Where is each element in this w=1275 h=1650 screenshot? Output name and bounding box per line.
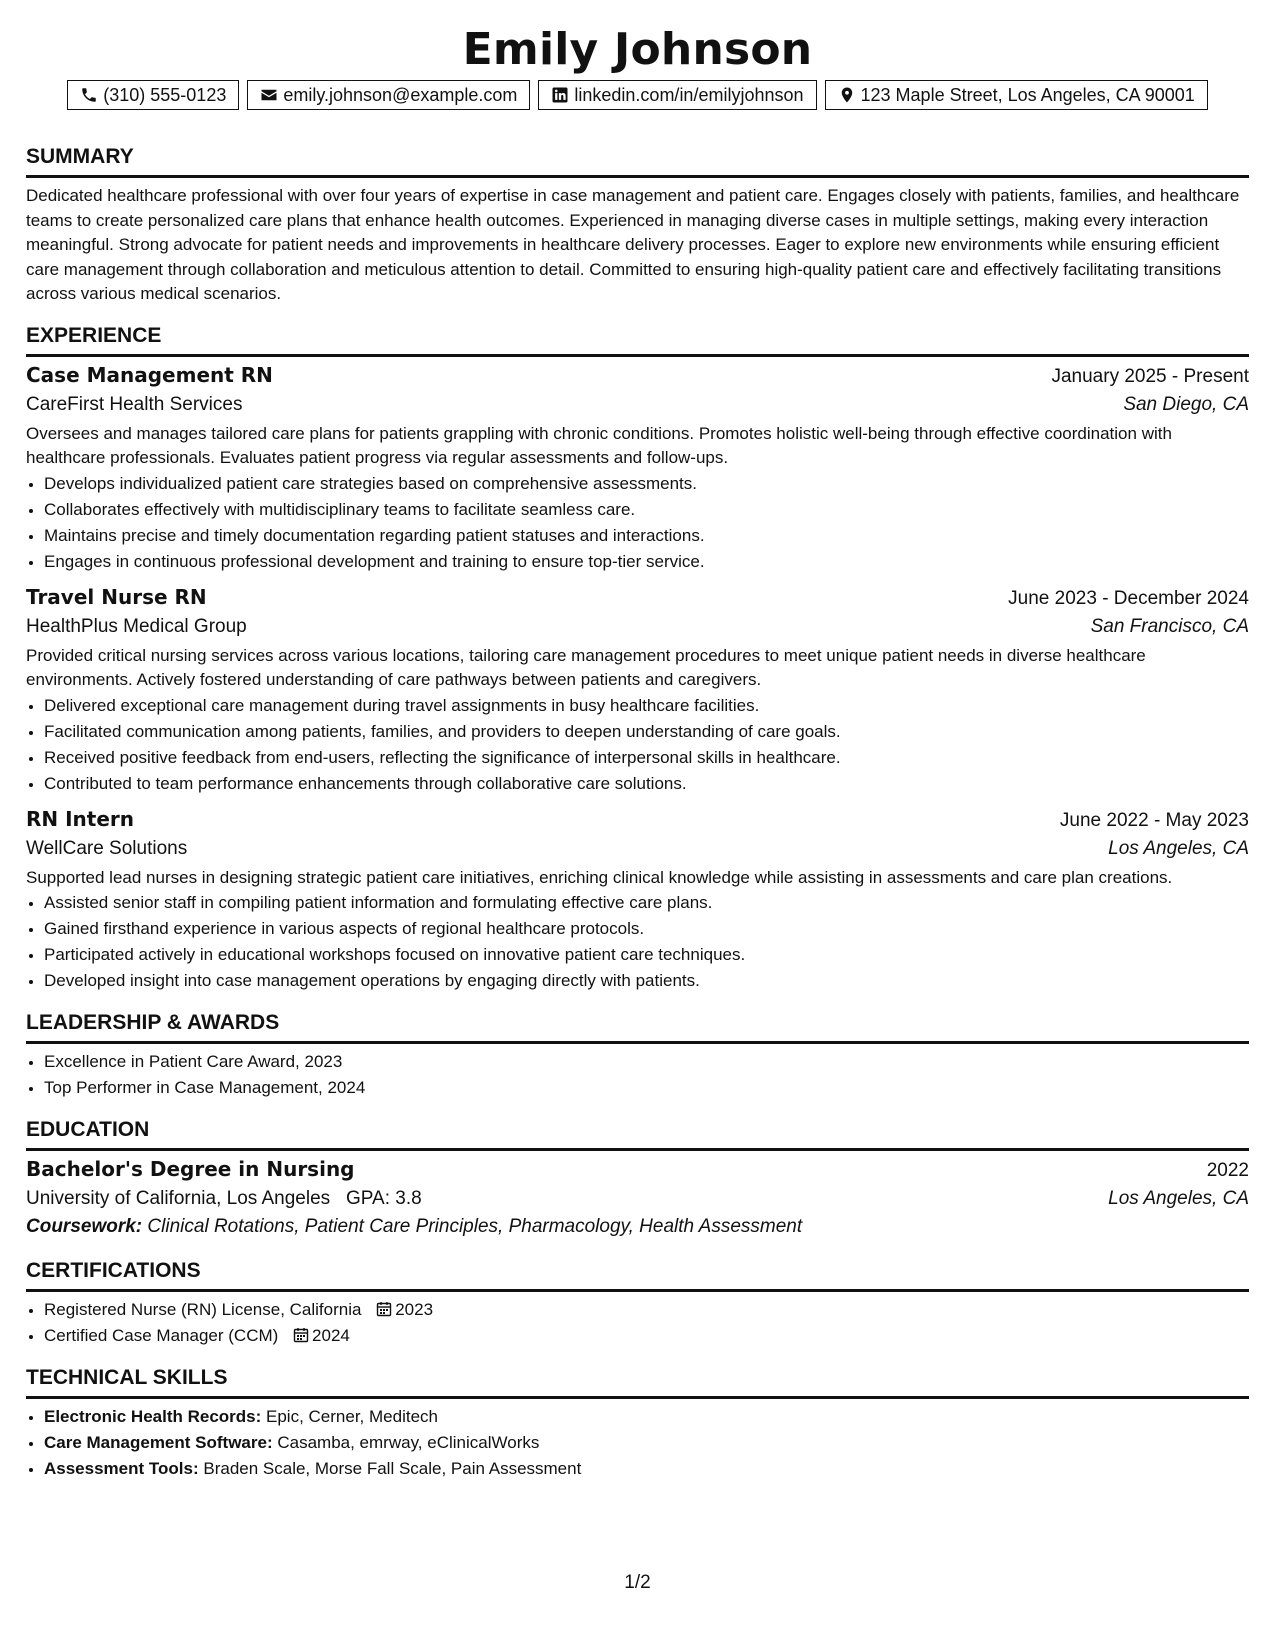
- phone-icon: [80, 86, 98, 104]
- job-dates: January 2025 - Present: [1051, 365, 1249, 387]
- awards-section: [26, 1010, 1249, 1101]
- section-title-certifications: CERTIFICATIONS: [26, 1258, 1249, 1292]
- section-title-awards: LEADERSHIP & AWARDS: [26, 1010, 1249, 1044]
- skill-label: Electronic Health Records:: [44, 1407, 262, 1426]
- education-section: [26, 1117, 1249, 1238]
- list-item: • Maintains precise and timely documentation regarding patient statuses and interactions.: [44, 523, 1249, 549]
- list-item: • Collaborates effectively with multidisciplinary teams to facilitate seamless care.: [44, 497, 1249, 523]
- list-item: • Delivered exceptional care management during travel assignments in busy healthcare facilities.: [44, 693, 1249, 719]
- list-item: • Contributed to team performance enhancements through collaborative care solutions.: [44, 771, 1249, 797]
- certification-name: Registered Nurse (RN) License, California: [44, 1300, 362, 1319]
- summary-text: Dedicated healthcare professional with over four years of expertise in case management and patient care. Engages closely with patients, families, and healthcare teams to create personalized care plans that enhance health outcomes. Experienced in managing diverse cases in multiple settings, making every interaction meaningful. Strong advocate for patient needs and improvements in healthcare delivery processes. Eager to explore new environments while ensuring efficient care management through collaboration and meticulous attention to detail. Committed to ensuring high-quality patient care and effectively facilitating transitions across various medical scenarios.: [26, 186, 1240, 303]
- calendar-icon: [376, 1301, 392, 1317]
- job-title: Case Management RN: [26, 362, 273, 387]
- certifications-section: [26, 1258, 1249, 1349]
- list-item: • Gained firsthand experience in various aspects of regional healthcare protocols.: [44, 916, 1249, 942]
- skill-label: Assessment Tools:: [44, 1459, 199, 1478]
- list-item: [44, 1297, 1249, 1323]
- linkedin-contact[interactable]: [538, 80, 816, 110]
- school-location: Los Angeles, CA: [1108, 1188, 1249, 1209]
- list-item: • Facilitated communication among patients, families, and providers to deepen understanding of care goals.: [44, 719, 1249, 745]
- job-location: San Diego, CA: [1123, 393, 1249, 415]
- degree-title: Bachelor's Degree in Nursing: [26, 1157, 355, 1181]
- gpa: GPA: 3.8: [346, 1188, 422, 1209]
- section-title-experience: EXPERIENCE: [26, 323, 1249, 357]
- awards-list: [26, 1049, 1249, 1101]
- list-item: • Developed insight into case management operations by engaging directly with patients.: [44, 968, 1249, 994]
- job-description: Provided critical nursing services across various locations, tailoring care management procedures to meet unique patient needs in diverse healthcare environments. Actively fostered understanding of care pathways between patients and caregivers.: [26, 645, 1146, 689]
- skills-section: [26, 1365, 1249, 1482]
- experience-section: [26, 323, 1249, 995]
- section-title-summary: SUMMARY: [26, 144, 1249, 178]
- company-name: WellCare Solutions: [26, 837, 188, 859]
- page-number: 1/2: [624, 1572, 651, 1593]
- linkedin-icon: [551, 86, 569, 104]
- summary-section: [26, 144, 1249, 307]
- list-item: • Develops individualized patient care strategies based on comprehensive assessments.: [44, 471, 1249, 497]
- coursework-label: Coursework:: [26, 1216, 143, 1237]
- certifications-list: [26, 1297, 1249, 1349]
- company-name: HealthPlus Medical Group: [26, 615, 247, 637]
- section-title-skills: TECHNICAL SKILLS: [26, 1365, 1249, 1399]
- certification-name: Certified Case Manager (CCM): [44, 1326, 279, 1345]
- section-title-education: EDUCATION: [26, 1117, 1249, 1151]
- coursework: [26, 1216, 1249, 1238]
- address-contact: [825, 80, 1208, 110]
- job-dates: June 2023 - December 2024: [1008, 587, 1249, 609]
- list-item: • Excellence in Patient Care Award, 2023: [44, 1049, 1249, 1075]
- email-contact[interactable]: [247, 80, 530, 110]
- job-bullets: [26, 890, 1249, 994]
- address-text: 123 Maple Street, Los Angeles, CA 90001: [860, 84, 1195, 105]
- contact-bar: [26, 80, 1249, 110]
- candidate-name: Emily Johnson: [462, 24, 813, 75]
- phone-contact[interactable]: [67, 80, 239, 110]
- list-item: [44, 1404, 1249, 1430]
- list-item: • Received positive feedback from end-users, reflecting the significance of interpersonal skills in healthcare.: [44, 745, 1249, 771]
- skills-list: [26, 1404, 1249, 1482]
- job-title: Travel Nurse RN: [26, 584, 207, 609]
- job-description: Oversees and manages tailored care plans for patients grappling with chronic conditions. Promotes holistic well-being through effective coordination with healthcare professionals. Evaluates patient progress via regular assessments and follow-ups.: [26, 423, 1172, 467]
- phone-text: (310) 555-0123: [103, 84, 227, 105]
- calendar-icon: [293, 1327, 309, 1343]
- skill-value: Epic, Cerner, Meditech: [266, 1407, 438, 1426]
- job-location: Los Angeles, CA: [1108, 837, 1249, 859]
- job-dates: June 2022 - May 2023: [1059, 809, 1249, 831]
- skill-label: Care Management Software:: [44, 1433, 273, 1452]
- list-item: • Engages in continuous professional development and training to ensure top-tier service.: [44, 549, 1249, 575]
- graduation-year: 2022: [1206, 1160, 1249, 1181]
- list-item: • Assisted senior staff in compiling patient information and formulating effective care plans.: [44, 890, 1249, 916]
- job-entry: [26, 363, 1249, 575]
- certification-year: 2023: [395, 1300, 434, 1319]
- job-title: RN Intern: [26, 806, 135, 831]
- linkedin-text: linkedin.com/in/emilyjohnson: [574, 84, 804, 105]
- list-item: [44, 1430, 1249, 1456]
- job-bullets: [26, 693, 1249, 797]
- list-item: [44, 1323, 1249, 1349]
- school-name: University of California, Los Angeles: [26, 1188, 331, 1209]
- envelope-icon: [260, 86, 278, 104]
- company-name: CareFirst Health Services: [26, 393, 243, 415]
- list-item: • Top Performer in Case Management, 2024: [44, 1075, 1249, 1101]
- job-entry: [26, 807, 1249, 995]
- list-item: [44, 1456, 1249, 1482]
- job-description: Supported lead nurses in designing strategic patient care initiatives, enriching clinical knowledge while assisting in assessments and care plan creations.: [26, 867, 1173, 887]
- skill-value: Braden Scale, Morse Fall Scale, Pain Assessment: [203, 1459, 582, 1478]
- job-bullets: [26, 471, 1249, 575]
- job-entry: [26, 585, 1249, 797]
- list-item: • Participated actively in educational workshops focused on innovative patient care techniques.: [44, 942, 1249, 968]
- skill-value: Casamba, emrway, eClinicalWorks: [277, 1433, 540, 1452]
- email-text: emily.johnson@example.com: [283, 84, 518, 105]
- coursework-list: Clinical Rotations, Patient Care Principles, Pharmacology, Health Assessment: [147, 1216, 803, 1237]
- map-pin-icon: [838, 86, 856, 104]
- certification-year: 2024: [312, 1326, 350, 1345]
- job-location: San Francisco, CA: [1090, 615, 1249, 637]
